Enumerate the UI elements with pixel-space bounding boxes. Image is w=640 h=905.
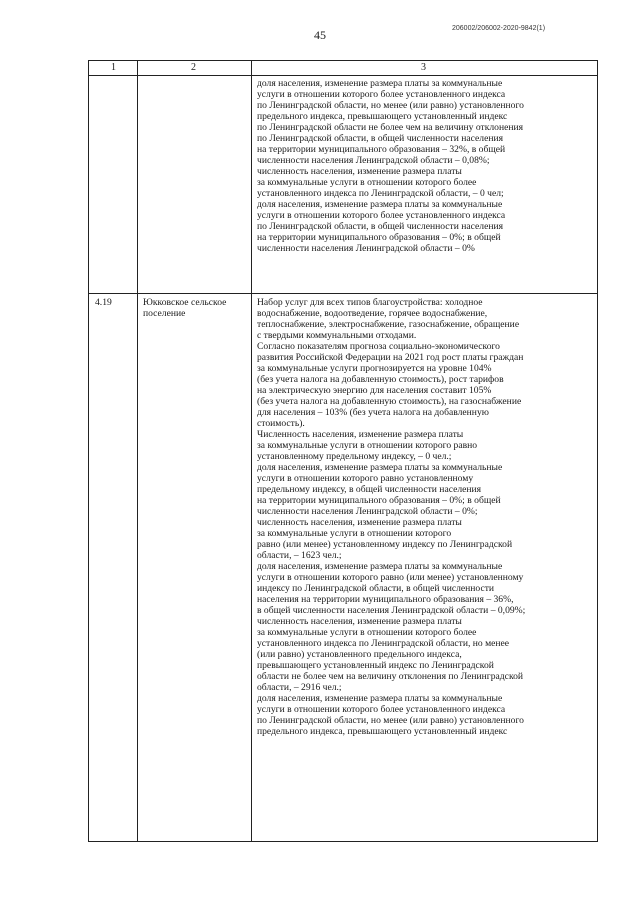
row2-description — [257, 297, 593, 737]
text-line: установленного индекса по Ленинградской области, но менее — [257, 638, 510, 649]
header-divider — [89, 75, 597, 76]
text-line: Численность населения, изменение размера платы — [257, 429, 464, 440]
text-line: предельного индекса, превышающего установленный индекс — [257, 726, 508, 737]
text-line: за коммунальные услуги прогнозируется на уровне 104% — [257, 363, 492, 374]
text-line: услуги в отношении которого более установленного индекса — [257, 89, 506, 100]
text-line: области не более чем на величину отклонения по Ленинградской — [257, 671, 524, 682]
row2-settlement-name: Юкковское сельское поселение — [143, 297, 227, 319]
text-line: услуги в отношении которого равно (или менее) установленному — [257, 572, 524, 583]
text-line: численность населения, изменение размера платы — [257, 616, 462, 627]
text-line: области, – 2916 чел.; — [257, 682, 342, 693]
row2-number: 4.19 — [95, 297, 112, 308]
column-header-2: 2 — [191, 62, 196, 73]
column-header-1: 1 — [111, 62, 116, 73]
column-divider-2 — [251, 61, 252, 841]
tariff-table — [88, 60, 598, 842]
text-line: на территории муниципального образования – 32%, в общей — [257, 144, 506, 155]
page-number: 45 — [314, 28, 326, 42]
text-line: на территории муниципального образования – 0%; в общей — [257, 232, 501, 243]
text-line: предельного индекса, превышающего установленный индекс — [257, 111, 508, 122]
text-line: стоимость). — [257, 418, 305, 429]
text-line: за коммунальные услуги в отношении которого равно — [257, 440, 478, 451]
text-line: доля населения, изменение размера платы за коммунальные — [257, 693, 503, 704]
text-line: области, – 1623 чел.; — [257, 550, 342, 561]
text-line: населения на территории муниципального образования – 36%, — [257, 594, 514, 605]
row1-description — [257, 78, 593, 254]
text-line: численность населения, изменение размера платы — [257, 166, 462, 177]
text-line: установленному предельному индексу, – 0 чел.; — [257, 451, 452, 462]
text-line: доля населения, изменение размера платы за коммунальные — [257, 78, 503, 89]
text-line: Согласно показателям прогноза социально-экономического — [257, 341, 500, 352]
text-line: Набор услуг для всех типов благоустройства: холодное — [257, 297, 483, 308]
text-line: доля населения, изменение размера платы за коммунальные — [257, 199, 503, 210]
text-line: услуги в отношении которого равно установленному — [257, 473, 474, 484]
text-line: за коммунальные услуги в отношении которого более — [257, 627, 477, 638]
text-line: доля населения, изменение размера платы за коммунальные — [257, 561, 503, 572]
text-line: (без учета налога на добавленную стоимость), на газоснабжение — [257, 396, 522, 407]
column-header-3: 3 — [421, 62, 426, 73]
text-line: водоснабжение, водоотведение, горячее водоснабжение, — [257, 308, 488, 319]
text-line: по Ленинградской области, в общей численности населения — [257, 221, 504, 232]
table-header-row — [89, 61, 597, 75]
text-line: за коммунальные услуги в отношении которого более — [257, 177, 477, 188]
text-line: по Ленинградской области не более чем на величину отклонения — [257, 122, 524, 133]
text-line: на электрическую энергию для населения составит 105% — [257, 385, 492, 396]
text-line: превышающего установленный индекс по Ленинградской — [257, 660, 494, 671]
text-line: в общей численности населения Ленинградской области – 0,09%; — [257, 605, 526, 616]
text-line: развития Российской Федерации на 2021 год рост платы граждан — [257, 352, 524, 363]
text-line: (или равно) установленного предельного индекса, — [257, 649, 462, 660]
text-line: численности населения Ленинградской области – 0% — [257, 243, 475, 254]
text-line: численности населения Ленинградской области – 0,08%; — [257, 155, 490, 166]
text-line: для населения – 103% (без учета налога на добавленную — [257, 407, 489, 418]
text-line: на территории муниципального образования – 0%; в общей — [257, 495, 501, 506]
text-line: (без учета налога на добавленную стоимость), рост тарифов — [257, 374, 504, 385]
text-line: с твердыми коммунальными отходами. — [257, 330, 417, 341]
text-line: услуги в отношении которого более установленного индекса — [257, 704, 506, 715]
text-line: доля населения, изменение размера платы за коммунальные — [257, 462, 503, 473]
text-line: численности населения Ленинградской области – 0%; — [257, 506, 478, 517]
text-line: равно (или менее) установленному индексу по Ленинградской — [257, 539, 513, 550]
text-line: предельному индексу, в общей численности населения — [257, 484, 482, 495]
text-line: за коммунальные услуги в отношении которого — [257, 528, 452, 539]
row-divider — [89, 293, 597, 294]
document-code: 206002/206002-2020-9842(1) — [452, 25, 546, 32]
text-line: теплоснабжение, электроснабжение, газоснабжение, обращение — [257, 319, 520, 330]
text-line: индексу по Ленинградской области, в общей численности — [257, 583, 495, 594]
text-line: установленного индекса по Ленинградской области, – 0 чел; — [257, 188, 504, 199]
text-line: по Ленинградской области, но менее (или равно) установленного — [257, 715, 524, 726]
column-divider-1 — [137, 61, 138, 841]
text-line: по Ленинградской области, но менее (или равно) установленного — [257, 100, 524, 111]
text-line: по Ленинградской области, в общей численности населения — [257, 133, 504, 144]
text-line: услуги в отношении которого более установленного индекса — [257, 210, 506, 221]
text-line: численность населения, изменение размера платы — [257, 517, 462, 528]
